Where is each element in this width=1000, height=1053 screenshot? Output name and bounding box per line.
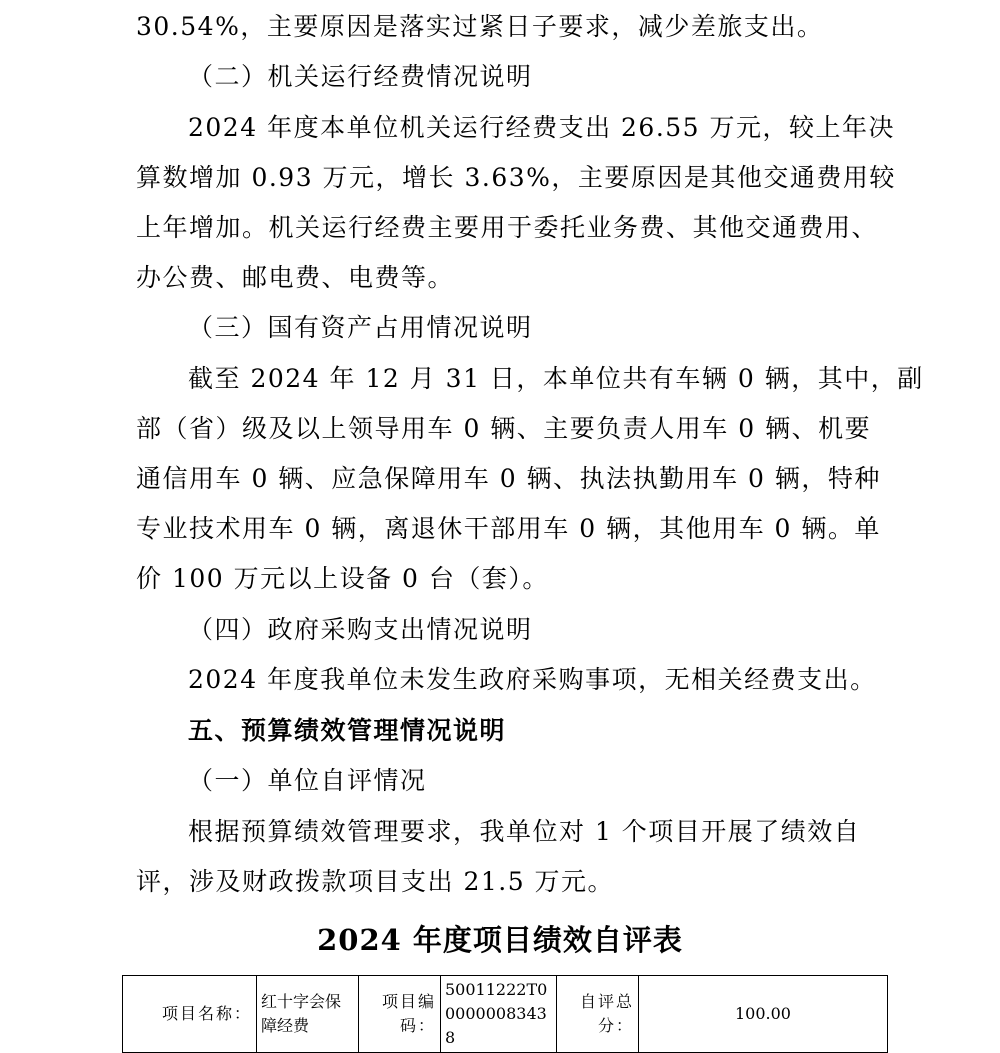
paragraph-line: 30.54%，主要原因是落实过紧日子要求，减少差旅支出。 <box>136 12 824 41</box>
section-heading: （二）机关运行经费情况说明 <box>188 62 533 91</box>
paragraph-line: 算数增加 0.93 万元，增长 3.63%，主要原因是其他交通费用较 <box>136 163 896 192</box>
paragraph-line: 专业技术用车 0 辆，离退休干部用车 0 辆，其他用车 0 辆。单 <box>136 514 881 543</box>
section-heading: （三）国有资产占用情况说明 <box>188 313 533 342</box>
paragraph-line: 价 100 万元以上设备 0 台（套）。 <box>136 564 549 593</box>
paragraph-line: 截至 2024 年 12 月 31 日，本单位共有车辆 0 辆，其中，副 <box>188 364 924 393</box>
project-code-value: 50011222T000000083438 <box>441 976 557 1053</box>
paragraph-line: 上年增加。机关运行经费主要用于委托业务费、其他交通费用、 <box>136 213 879 242</box>
paragraph-line: 评，涉及财政拨款项目支出 21.5 万元。 <box>136 867 615 896</box>
table-title: 2024 年度项目绩效自评表 <box>317 923 683 957</box>
table-row <box>123 976 888 1053</box>
paragraph-line: 2024 年度本单位机关运行经费支出 26.55 万元，较上年决 <box>188 113 896 142</box>
section-heading: （一）单位自评情况 <box>188 766 427 795</box>
paragraph-line: 通信用车 0 辆、应急保障用车 0 辆、执法执勤用车 0 辆，特种 <box>136 464 881 493</box>
paragraph-line: 根据预算绩效管理要求，我单位对 1 个项目开展了绩效自 <box>188 817 861 846</box>
project-name-label: 项目名称： <box>123 976 257 1053</box>
project-name-value: 红十字会保障经费 <box>257 976 359 1053</box>
paragraph-line: 部（省）级及以上领导用车 0 辆、主要负责人用车 0 辆、机要 <box>136 414 872 443</box>
project-code-label: 项目编码： <box>359 976 441 1053</box>
chapter-heading: 五、预算绩效管理情况说明 <box>188 716 507 745</box>
project-evaluation-table <box>122 975 888 1053</box>
paragraph-line: 2024 年度我单位未发生政府采购事项，无相关经费支出。 <box>188 665 877 694</box>
self-score-value: 100.00 <box>639 976 888 1053</box>
paragraph-line: 办公费、邮电费、电费等。 <box>136 263 455 292</box>
section-heading: （四）政府采购支出情况说明 <box>188 615 533 644</box>
self-score-label: 自评总分： <box>557 976 639 1053</box>
